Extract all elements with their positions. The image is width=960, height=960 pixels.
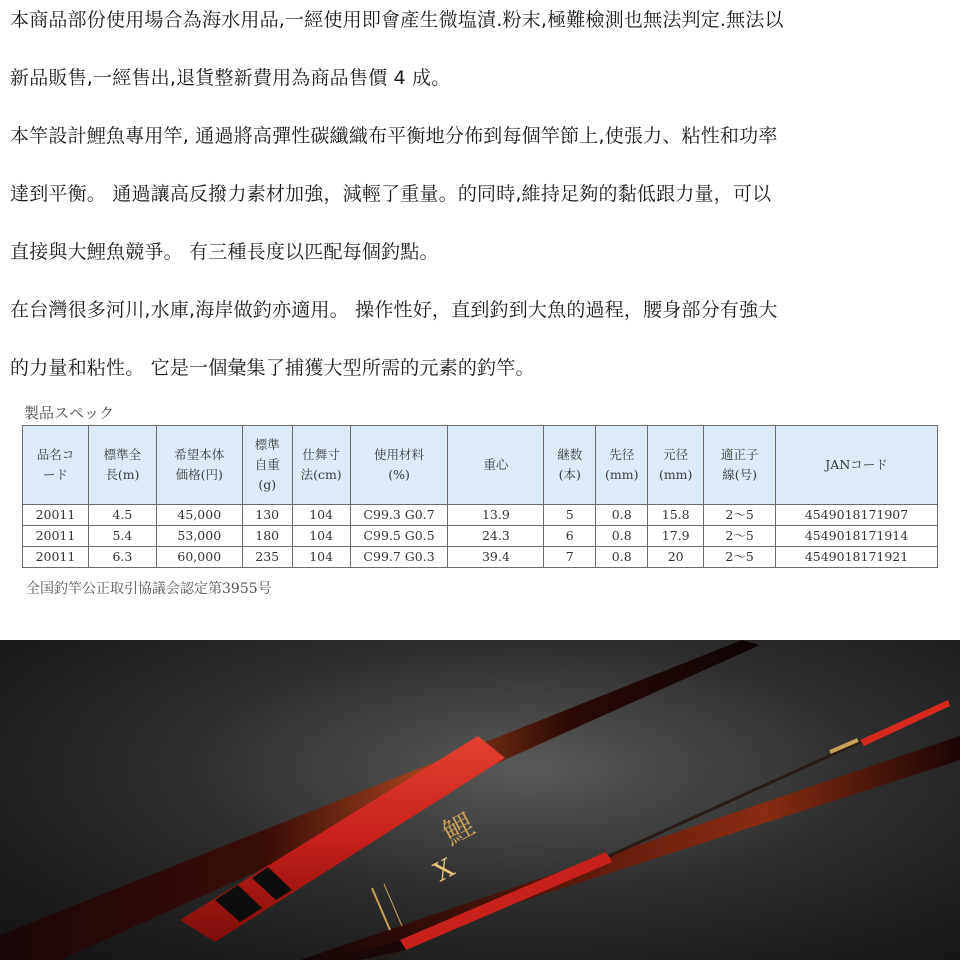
table-cell: 4549018171921 [776, 547, 938, 568]
spec-header-text: 標準全 [103, 447, 142, 462]
spec-header-text: 品名コ [36, 447, 75, 462]
table-cell: 7 [544, 547, 596, 568]
spec-header-cell [448, 426, 544, 505]
spec-header-cell [292, 426, 350, 505]
table-cell: 4549018171914 [776, 526, 938, 547]
rod-gold-ring [372, 888, 390, 930]
table-cell: 5 [544, 505, 596, 526]
spec-header-cell [242, 426, 292, 505]
table-cell: 235 [242, 547, 292, 568]
spec-table [22, 425, 938, 568]
spec-header-row [23, 426, 938, 505]
table-cell: 20011 [23, 526, 89, 547]
spec-header-text: (本) [558, 467, 581, 482]
certification-note: 全国釣竿公正取引協議会認定第3955号 [26, 581, 272, 597]
spec-header-text: 価格(円) [175, 467, 223, 482]
spec-header-text: 線(号) [722, 467, 757, 482]
table-cell: 180 [242, 526, 292, 547]
spec-header-cell [156, 426, 242, 505]
spec-header-cell [776, 426, 938, 505]
spec-header-text: 継数 [557, 447, 583, 462]
table-cell: 6.3 [88, 547, 156, 568]
spec-title: 製品スペック [24, 404, 115, 422]
spec-header-cell [544, 426, 596, 505]
spec-header-cell [704, 426, 776, 505]
table-cell: C99.5 G0.5 [350, 526, 448, 547]
table-cell: 53,000 [156, 526, 242, 547]
table-cell: 2～5 [704, 526, 776, 547]
rod-gold-ring-2 [384, 884, 402, 926]
table-cell: 0.8 [596, 526, 648, 547]
table-cell: 20011 [23, 505, 89, 526]
table-cell: 13.9 [448, 505, 544, 526]
table-cell: 2～5 [704, 547, 776, 568]
spec-header-text: 使用材料 [374, 447, 425, 462]
spec-header-text: 適正子 [720, 447, 759, 462]
table-cell: 20011 [23, 547, 89, 568]
spec-header-cell [596, 426, 648, 505]
table-cell: 60,000 [156, 547, 242, 568]
spec-header-text: 先径 [609, 447, 635, 462]
table-cell: 0.8 [596, 505, 648, 526]
spec-header-text: (mm) [604, 467, 639, 482]
rod-emblem: 鯉 [437, 807, 481, 853]
table-cell: 2～5 [704, 505, 776, 526]
table-cell: 45,000 [156, 505, 242, 526]
spec-header-cell [23, 426, 89, 505]
spec-header-text: 希望本体 [174, 447, 225, 462]
table-cell: 20 [648, 547, 704, 568]
table-cell: 0.8 [596, 547, 648, 568]
rod-tip-red [860, 700, 950, 746]
product-description [10, 0, 955, 406]
table-cell: C99.7 G0.3 [350, 547, 448, 568]
table-cell: 4549018171907 [776, 505, 938, 526]
table-cell: 15.8 [648, 505, 704, 526]
table-cell: 39.4 [448, 547, 544, 568]
table-row [23, 526, 938, 547]
table-cell: C99.3 G0.7 [350, 505, 448, 526]
table-row [23, 547, 938, 568]
spec-header-text: 元径 [663, 447, 689, 462]
description-line: 本竿設計鯉魚專用竿, 通過將高彈性碳纖織布平衡地分佈到每個竿節上,使張力、粘性和功率 [10, 125, 778, 147]
spec-header-text: ード [42, 467, 68, 482]
description-line: 達到平衡。 通過讓高反撥力素材加強，減輕了重量。的同時,維持足夠的黏低跟力量，可以 [10, 183, 772, 205]
spec-header-text: 長(m) [105, 467, 140, 482]
description-line: 在台灣很多河川,水庫,海岸做釣亦適用。 操作性好，直到釣到大魚的過程，腰身部分有強大 [10, 299, 778, 321]
spec-header-text: (g) [258, 477, 277, 492]
table-cell: 104 [292, 526, 350, 547]
spec-header-cell [648, 426, 704, 505]
description-line: 本商品部份使用場合為海水用品,一經使用即會產生微塩漬.粉末,極難檢測也無法判定.無法以 [10, 9, 784, 31]
spec-header-text: 標準 [254, 437, 280, 452]
fishing-rod-illustration [0, 640, 960, 960]
table-cell: 4.5 [88, 505, 156, 526]
table-row [23, 505, 938, 526]
spec-header-cell [88, 426, 156, 505]
rod-emblem-x: X [429, 852, 460, 889]
spec-header-text: 法(cm) [300, 467, 342, 482]
spec-header-text: JANコード [825, 457, 888, 472]
spec-header-text: (%) [388, 467, 410, 482]
table-cell: 5.4 [88, 526, 156, 547]
spec-header-cell [350, 426, 448, 505]
product-photo [0, 640, 960, 960]
table-cell: 17.9 [648, 526, 704, 547]
description-line: 新品販售,一經售出,退貨整新費用為商品售價 4 成。 [10, 67, 451, 89]
description-line: 的力量和粘性。 它是一個彙集了捕獲大型所需的元素的釣竿。 [10, 357, 535, 379]
spec-header-text: 重心 [483, 457, 509, 472]
spec-header-text: (mm) [658, 467, 693, 482]
table-cell: 6 [544, 526, 596, 547]
spec-header-text: 仕舞寸 [302, 447, 340, 462]
table-cell: 130 [242, 505, 292, 526]
description-line: 直接與大鯉魚競爭。 有三種長度以匹配每個釣點。 [10, 241, 439, 263]
table-cell: 104 [292, 547, 350, 568]
spec-header-text: 自重 [254, 457, 280, 472]
table-cell: 24.3 [448, 526, 544, 547]
table-cell: 104 [292, 505, 350, 526]
